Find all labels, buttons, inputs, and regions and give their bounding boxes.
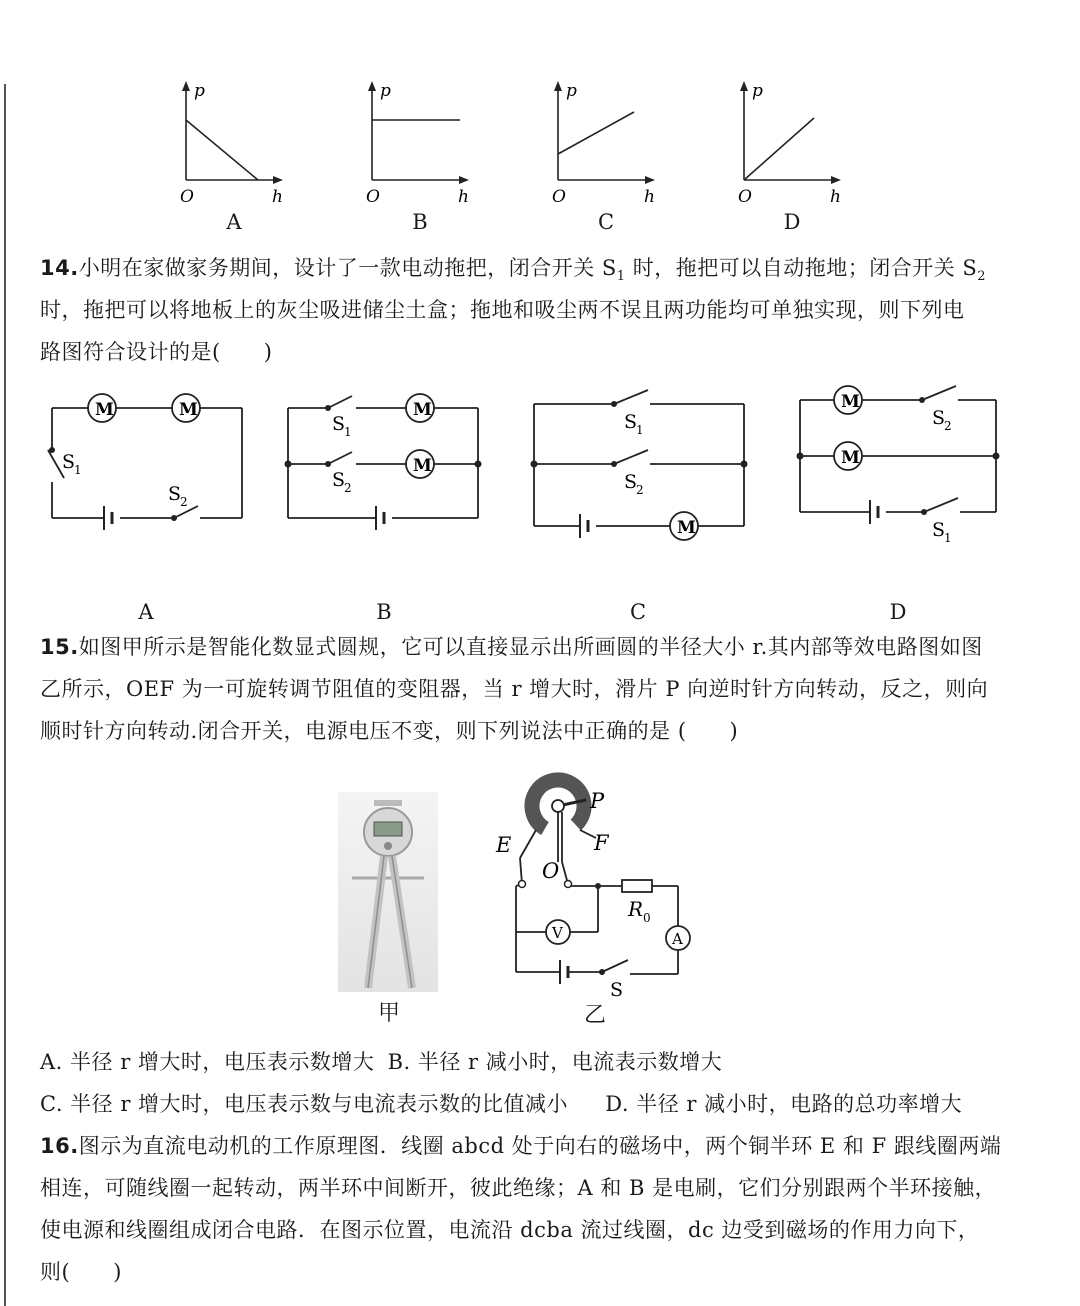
graph-c-label: C [597, 210, 615, 234]
svg-text:M: M [677, 518, 696, 538]
q15-options-row1 [40, 1046, 722, 1076]
y-axis-label: p [380, 81, 391, 101]
origin-label: O [552, 187, 566, 207]
q14-line2: 时，拖把可以将地板上的灰尘吸进储尘土盒；拖地和吸尘两不误且两功能均可单独实现，则下列电 [40, 298, 965, 322]
svg-text:S: S [610, 979, 624, 1001]
y-axis-arrow-icon [554, 81, 562, 91]
svg-text:M: M [413, 400, 432, 420]
svg-text:E: E [496, 833, 512, 857]
q16-line3: 使电源和线圈组成闭合电路．在图示位置，电流沿 dcba 流过线圈，dc 边受到磁场的作用力向下， [40, 1218, 980, 1242]
x-axis-label: h [830, 187, 841, 207]
q14-line3: 路图符合设计的是( ) [40, 340, 273, 364]
x-axis-label: h [458, 187, 469, 207]
y-axis-arrow-icon [368, 81, 376, 91]
svg-text:V: V [552, 924, 563, 942]
svg-text:M: M [413, 456, 432, 476]
x-axis-arrow-icon [459, 176, 469, 184]
svg-text:S: S [624, 471, 638, 493]
svg-text:0: 0 [643, 911, 651, 925]
circuit-a-label: A [138, 600, 154, 624]
svg-text:S: S [332, 469, 346, 491]
q15-options-row2 [40, 1088, 962, 1118]
q14-text-2: 时，拖把可以自动拖地；闭合开关 S [625, 256, 978, 280]
graph-line [558, 112, 634, 154]
q16-text-1: 图示为直流电动机的工作原理图．线圈 abcd 处于向右的磁场中，两个铜半环 E 和 F 跟线圈两端 [78, 1134, 1002, 1158]
q15-text-1: 如图甲所示是智能化数显式圆规，它可以直接显示出所画圆的半径大小 r.其内部等效电路图如图 [78, 635, 983, 659]
compass-icon [338, 792, 438, 992]
x-axis-label: h [644, 187, 655, 207]
circuit-a [40, 378, 250, 538]
graph-a-label: A [226, 210, 242, 234]
q15-option-d[interactable]: D. 半径 r 减小时，电路的总功率增大 [605, 1092, 963, 1116]
svg-text:2: 2 [180, 495, 188, 509]
svg-text:S: S [932, 407, 946, 429]
graph-b [356, 78, 486, 213]
caption-yi: 乙 [584, 1003, 607, 1028]
circuit-c [526, 378, 756, 548]
svg-text:R: R [628, 897, 644, 921]
q15-option-c[interactable]: C. 半径 r 增大时，电压表示数与电流表示数的比值减小 [40, 1092, 569, 1116]
graph-d [728, 78, 858, 213]
y-axis-arrow-icon [182, 81, 190, 91]
q15-number: 15. [40, 635, 79, 659]
q15-option-b[interactable]: B. 半径 r 减小时，电流表示数增大 [387, 1050, 723, 1074]
circuit-b [280, 378, 490, 538]
svg-text:F: F [594, 831, 609, 855]
svg-text:M: M [95, 400, 114, 420]
graph-c [542, 78, 672, 213]
origin-label: O [180, 187, 194, 207]
q16-number: 16. [40, 1134, 79, 1158]
svg-text:2: 2 [944, 419, 952, 433]
origin-label: O [738, 187, 752, 207]
page-left-border [4, 84, 6, 1306]
q15-line2: 乙所示，OEF 为一可旋转调节阻值的变阻器，当 r 增大时，滑片 P 向逆时针方向转动，反之，则向 [40, 677, 989, 701]
graph-b-label: B [412, 210, 428, 234]
graph-d-label: D [783, 210, 801, 234]
q14-line1 [40, 252, 986, 284]
graph-line [744, 118, 814, 180]
svg-text:S: S [932, 519, 946, 541]
x-axis-arrow-icon [831, 176, 841, 184]
x-axis-label: h [272, 187, 283, 207]
circuit-d [792, 378, 1012, 548]
q14-text-1: 小明在家做家务期间，设计了一款电动拖把，闭合开关 S [78, 256, 617, 280]
svg-text:M: M [841, 392, 860, 412]
circuit-c-label: C [629, 600, 647, 624]
digital-compass-photo [338, 792, 438, 992]
q14-sub2: 2 [977, 269, 987, 285]
y-axis-label: p [752, 81, 763, 101]
svg-text:2: 2 [636, 483, 644, 497]
q15-line3: 顺时针方向转动.闭合开关，电源电压不变，则下列说法中正确的是 ( ) [40, 719, 739, 743]
svg-text:S: S [624, 411, 638, 433]
equivalent-circuit [488, 772, 708, 1012]
svg-text:A: A [672, 930, 683, 948]
y-axis-arrow-icon [740, 81, 748, 91]
q16-line2: 相连，可随线圈一起转动，两半环中间断开，彼此绝缘；A 和 B 是电刷，它们分别跟两个半环接触， [40, 1176, 997, 1200]
q16-line1 [40, 1130, 1001, 1160]
svg-text:S: S [62, 451, 76, 473]
q14-sub1: 1 [616, 269, 626, 285]
svg-text:M: M [841, 448, 860, 468]
svg-text:1: 1 [344, 425, 352, 439]
x-axis-arrow-icon [645, 176, 655, 184]
q15-option-a[interactable]: A. 半径 r 增大时，电压表示数增大 [40, 1050, 375, 1074]
svg-text:M: M [179, 400, 198, 420]
graph-a [170, 78, 300, 213]
origin-label: O [366, 187, 380, 207]
circuit-d-label: D [889, 600, 907, 624]
q15-line1 [40, 631, 983, 661]
caption-jia: 甲 [378, 1001, 401, 1026]
svg-text:2: 2 [344, 481, 352, 495]
svg-text:1: 1 [944, 531, 952, 545]
svg-text:P: P [590, 789, 605, 813]
resistor-r0-icon [622, 880, 652, 892]
svg-text:1: 1 [74, 463, 82, 477]
q14-number: 14. [40, 256, 79, 280]
circuit-b-label: B [376, 600, 392, 624]
svg-text:O: O [542, 859, 560, 883]
graph-line [186, 120, 258, 180]
svg-text:S: S [332, 413, 346, 435]
x-axis-arrow-icon [273, 176, 283, 184]
q16-line4: 则( ) [40, 1260, 122, 1284]
y-axis-label: p [566, 81, 577, 101]
svg-text:1: 1 [636, 423, 644, 437]
y-axis-label: p [194, 81, 205, 101]
svg-text:S: S [168, 483, 182, 505]
